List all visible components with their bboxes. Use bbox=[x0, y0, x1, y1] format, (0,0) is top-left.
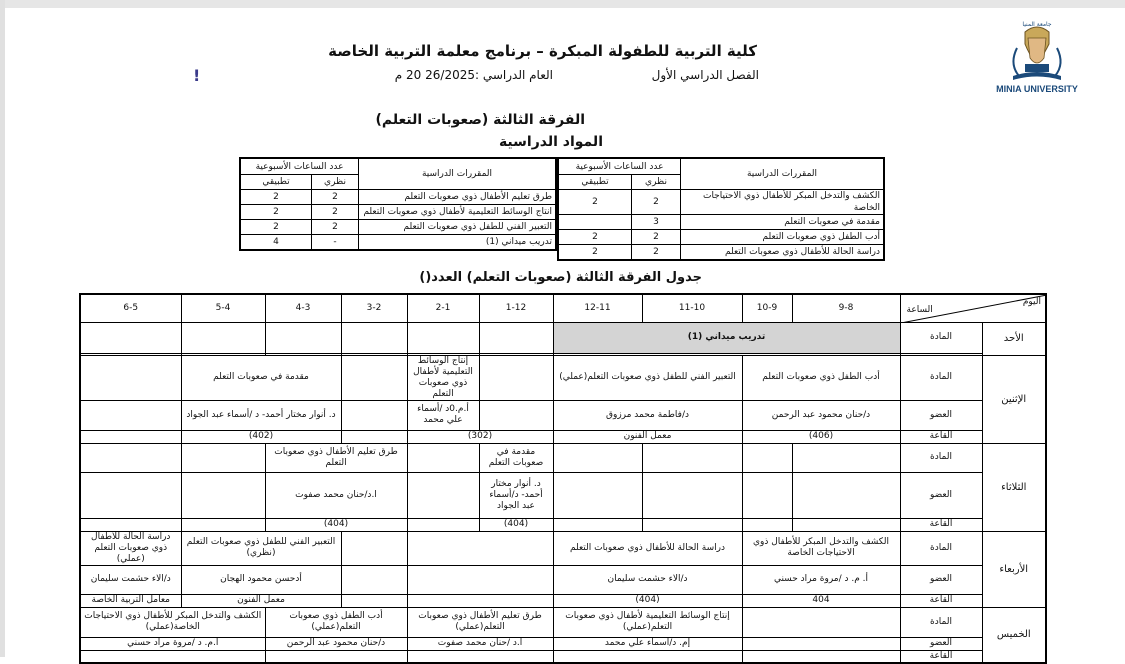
table-row: مقدمة في صعوبات التعلم 3 bbox=[558, 215, 884, 230]
empty-cell bbox=[80, 355, 181, 400]
day-monday: الإثنين bbox=[982, 355, 1046, 443]
sunday-subject-cell: تدريب ميداني (1) bbox=[553, 322, 900, 353]
schedule-cell: أ. م. د /مروة مراد حسني bbox=[742, 565, 900, 594]
schedule-cell: أدب الطفل ذوي صعوبات التعلم bbox=[742, 355, 900, 400]
schedule-title: جدول الفرقة الثالثة (صعوبات التعلم) العدد() bbox=[419, 270, 702, 285]
empty-cell bbox=[341, 565, 407, 594]
empty-cell bbox=[479, 322, 553, 353]
top-edge bbox=[0, 0, 1125, 8]
table-row bbox=[80, 430, 1046, 443]
row-label-member: العضو bbox=[900, 400, 982, 430]
empty-cell bbox=[792, 472, 900, 518]
schedule-cell: دراسة الحالة للأطفال ذوي صعوبات التعلم (عملي) bbox=[80, 531, 181, 565]
row-label-subject: المادة bbox=[900, 607, 982, 637]
schedule-cell: أدحسن محمود الهجان bbox=[181, 565, 341, 594]
empty-cell bbox=[642, 472, 742, 518]
schedule-cell: أ.م.0د /أسماء علي محمد bbox=[407, 400, 479, 430]
row-label-subject: المادة bbox=[900, 322, 982, 353]
table-row: الكشف والتدخل المبكر للأطفال ذوي الاحتياجات الخاصة 2 2 bbox=[558, 190, 884, 215]
table-row bbox=[80, 594, 1046, 607]
schedule-cell: 404 bbox=[742, 594, 900, 607]
slot-header: 9-8 bbox=[792, 294, 900, 322]
empty-cell bbox=[80, 443, 181, 472]
schedule-cell: إم. د/أسماء علي محمد bbox=[553, 637, 742, 650]
empty-cell bbox=[341, 322, 407, 353]
academic-year-label: العام الدراسي :26/2025 20 م bbox=[394, 68, 553, 82]
empty-cell bbox=[479, 400, 553, 430]
slot-header: 12-11 bbox=[553, 294, 642, 322]
empty-cell bbox=[181, 443, 265, 472]
table-row bbox=[80, 400, 1046, 430]
schedule-cell: معامل التربية الخاصة bbox=[80, 594, 181, 607]
semester-label: الفصل الدراسي الأول bbox=[651, 68, 759, 82]
schedule-header-row bbox=[80, 294, 1046, 322]
schedule-cell: (404) bbox=[553, 594, 742, 607]
schedule-cell: (406) bbox=[742, 430, 900, 443]
table-row: تدريب ميداني (1) - 4 bbox=[240, 235, 556, 251]
time-header: الساعة bbox=[906, 305, 933, 315]
row-label-member: العضو bbox=[900, 472, 982, 518]
schedule-cell: (404) bbox=[265, 518, 407, 531]
row-label-room: القاعة bbox=[900, 518, 982, 531]
table-row bbox=[80, 650, 1046, 663]
schedule-cell: د/حنان محمود عبد الرحمن bbox=[265, 637, 407, 650]
schedule-cell: د/الاء حشمت سليمان bbox=[80, 565, 181, 594]
schedule-cell: ا.د /حنان محمد صفوت bbox=[407, 637, 553, 650]
day-tuesday: الثلاثاء bbox=[982, 443, 1046, 531]
row-label-subject: المادة bbox=[900, 355, 982, 400]
schedule-cell: إنتاج الوسائط التعليمية لأطفال ذوي صعوبات التعلم bbox=[407, 355, 479, 400]
slot-header: 6-5 bbox=[80, 294, 181, 322]
college-title: كلية التربية للطفولة المبكرة – برنامج معلمة التربية الخاصة bbox=[328, 42, 757, 60]
empty-cell bbox=[742, 518, 792, 531]
empty-cell bbox=[181, 472, 265, 518]
schedule-cell: (302) bbox=[407, 430, 553, 443]
schedule-cell: مقدمة في صعوبات التعلم bbox=[181, 355, 341, 400]
svg-text:جامعة المنيا: جامعة المنيا bbox=[1022, 21, 1052, 28]
empty-cell bbox=[407, 594, 553, 607]
empty-cell bbox=[407, 443, 479, 472]
row-label-subject: المادة bbox=[900, 531, 982, 565]
empty-cell bbox=[265, 650, 407, 663]
slot-header: 11-10 bbox=[642, 294, 742, 322]
empty-cell bbox=[553, 518, 642, 531]
schedule-cell: إنتاج الوسائط التعليمية لأطفال ذوي صعوبات التعلم(عملي) bbox=[553, 607, 742, 637]
row-label-member: العضو bbox=[900, 637, 982, 650]
table-row: أدب الطفل ذوي صعوبات التعلم 2 2 bbox=[558, 230, 884, 245]
schedule-cell: التعبير الفني للطفل ذوي صعوبات التعلم (نظري) bbox=[181, 531, 341, 565]
schedule-cell: الكشف والتدخل المبكر للأطفال ذوي الاحتياجات الخاصة bbox=[742, 531, 900, 565]
empty-cell bbox=[341, 594, 407, 607]
table-row: دراسة الحالة للأطفال ذوي صعوبات التعلم 2 2 bbox=[558, 245, 884, 261]
empty-cell bbox=[181, 518, 265, 531]
day-sunday: الأحد bbox=[982, 322, 1046, 355]
empty-cell bbox=[265, 322, 341, 353]
empty-cell bbox=[479, 355, 553, 400]
day-thursday: الخميس bbox=[982, 607, 1046, 663]
table-row bbox=[80, 322, 1046, 353]
empty-cell bbox=[80, 400, 181, 430]
col-practical: تطبيقي bbox=[558, 175, 632, 190]
empty-cell bbox=[742, 443, 792, 472]
empty-cell bbox=[341, 430, 407, 443]
schedule-cell: د/حنان محمود عبد الرحمن bbox=[742, 400, 900, 430]
empty-cell bbox=[553, 472, 642, 518]
day-header: اليوم bbox=[1022, 297, 1041, 307]
empty-cell bbox=[407, 322, 479, 353]
row-label-subject: المادة bbox=[900, 443, 982, 472]
logo-caption: MINIA UNIVERSITY bbox=[996, 84, 1078, 94]
empty-cell bbox=[742, 472, 792, 518]
slot-header: 5-4 bbox=[181, 294, 265, 322]
schedule-cell: الكشف والتدخل المبكر للأطفال ذوي الاحتياجات الخاصة(عملي) bbox=[80, 607, 265, 637]
schedule-cell: د/فاطمة محمد مرزوق bbox=[553, 400, 742, 430]
empty-cell bbox=[642, 518, 742, 531]
row-label-room: القاعة bbox=[900, 430, 982, 443]
schedule-cell: طرق تعليم الأطفال ذوي صعوبات التعلم(عملي) bbox=[407, 607, 553, 637]
empty-cell bbox=[80, 518, 181, 531]
empty-cell bbox=[407, 531, 553, 565]
schedule-table bbox=[79, 293, 1047, 664]
row-label-room: القاعة bbox=[900, 650, 982, 663]
slot-header: 1-12 bbox=[479, 294, 553, 322]
empty-cell bbox=[742, 607, 900, 637]
empty-cell bbox=[407, 472, 479, 518]
slot-header: 2-1 bbox=[407, 294, 479, 322]
slot-header: 4-3 bbox=[265, 294, 341, 322]
empty-cell bbox=[792, 518, 900, 531]
slot-header: 10-9 bbox=[742, 294, 792, 322]
day-time-header bbox=[900, 294, 1046, 322]
col-courses: المقررات الدراسية bbox=[359, 158, 557, 190]
table-row: طرق تعليم الأطفال ذوي صعوبات التعلم 2 2 bbox=[240, 190, 556, 205]
empty-cell bbox=[553, 650, 742, 663]
empty-cell bbox=[553, 443, 642, 472]
empty-cell bbox=[742, 637, 900, 650]
row-label-member: العضو bbox=[900, 565, 982, 594]
empty-cell bbox=[341, 531, 407, 565]
empty-cell bbox=[341, 400, 407, 430]
table-row bbox=[80, 355, 1046, 400]
day-wednesday: الأربعاء bbox=[982, 531, 1046, 607]
col-courses: المقررات الدراسية bbox=[681, 158, 885, 190]
schedule-cell: ا.د/حنان محمد صفوت bbox=[265, 472, 407, 518]
empty-cell bbox=[792, 443, 900, 472]
empty-cell bbox=[407, 650, 553, 663]
level-title: الفرقة الثالثة (صعوبات التعلم) bbox=[375, 112, 585, 128]
empty-cell bbox=[341, 355, 407, 400]
schedule-cell: التعبير الفني للطفل ذوي صعوبات التعلم(عملي) bbox=[553, 355, 742, 400]
left-edge bbox=[0, 0, 5, 657]
empty-cell bbox=[80, 322, 181, 353]
schedule-cell: د/الاء حشمت سليمان bbox=[553, 565, 742, 594]
empty-cell bbox=[407, 565, 553, 594]
table-row bbox=[80, 518, 1046, 531]
table-row bbox=[80, 607, 1046, 637]
course-table-left bbox=[239, 157, 557, 251]
col-theory: نظري bbox=[312, 175, 359, 190]
table-row bbox=[80, 472, 1046, 518]
slot-header: 3-2 bbox=[341, 294, 407, 322]
empty-cell bbox=[80, 650, 265, 663]
schedule-cell: معمل الفنون bbox=[553, 430, 742, 443]
table-row: التعبير الفني للطفل ذوي صعوبات التعلم 2 2 bbox=[240, 220, 556, 235]
table-row bbox=[80, 531, 1046, 565]
schedule-cell: د. أنوار مختار أحمد- د /أسماء عبد الجواد bbox=[181, 400, 341, 430]
subjects-title: المواد الدراسية bbox=[498, 134, 603, 150]
schedule-cell: أدب الطفل ذوي صعوبات التعلم(عملي) bbox=[265, 607, 407, 637]
schedule-cell: (404) bbox=[479, 518, 553, 531]
empty-cell bbox=[80, 472, 181, 518]
schedule-cell: أ.م. د /مروة مراد حسني bbox=[80, 637, 265, 650]
col-hours: عدد الساعات الأسبوعية bbox=[558, 158, 681, 175]
empty-cell bbox=[181, 322, 265, 353]
schedule-cell: معمل الفنون bbox=[181, 594, 341, 607]
schedule-cell: (402) bbox=[181, 430, 341, 443]
schedule-cell: طرق تعليم الأطفال ذوي صعوبات التعلم bbox=[265, 443, 407, 472]
stray-mark: ! bbox=[193, 66, 201, 85]
empty-cell bbox=[80, 430, 181, 443]
empty-cell bbox=[407, 518, 479, 531]
col-theory: نظري bbox=[632, 175, 681, 190]
table-row bbox=[80, 565, 1046, 594]
course-table-right bbox=[557, 157, 885, 261]
table-row: انتاج الوسائط التعليمية لأطفال ذوي صعوبات التعلم 2 2 bbox=[240, 205, 556, 220]
table-row bbox=[80, 637, 1046, 650]
empty-cell bbox=[742, 650, 900, 663]
col-practical: تطبيقي bbox=[240, 175, 312, 190]
schedule-cell: د. أنوار مختار أحمد- د/أسماء عبد الجواد bbox=[479, 472, 553, 518]
col-hours: عدد الساعات الأسبوعية bbox=[240, 158, 359, 175]
table-row bbox=[80, 443, 1046, 472]
empty-cell bbox=[642, 443, 742, 472]
schedule-cell: دراسة الحالة للأطفال ذوي صعوبات التعلم bbox=[553, 531, 742, 565]
row-label-room: القاعة bbox=[900, 594, 982, 607]
schedule-cell: مقدمة في صعوبات التعلم bbox=[479, 443, 553, 472]
